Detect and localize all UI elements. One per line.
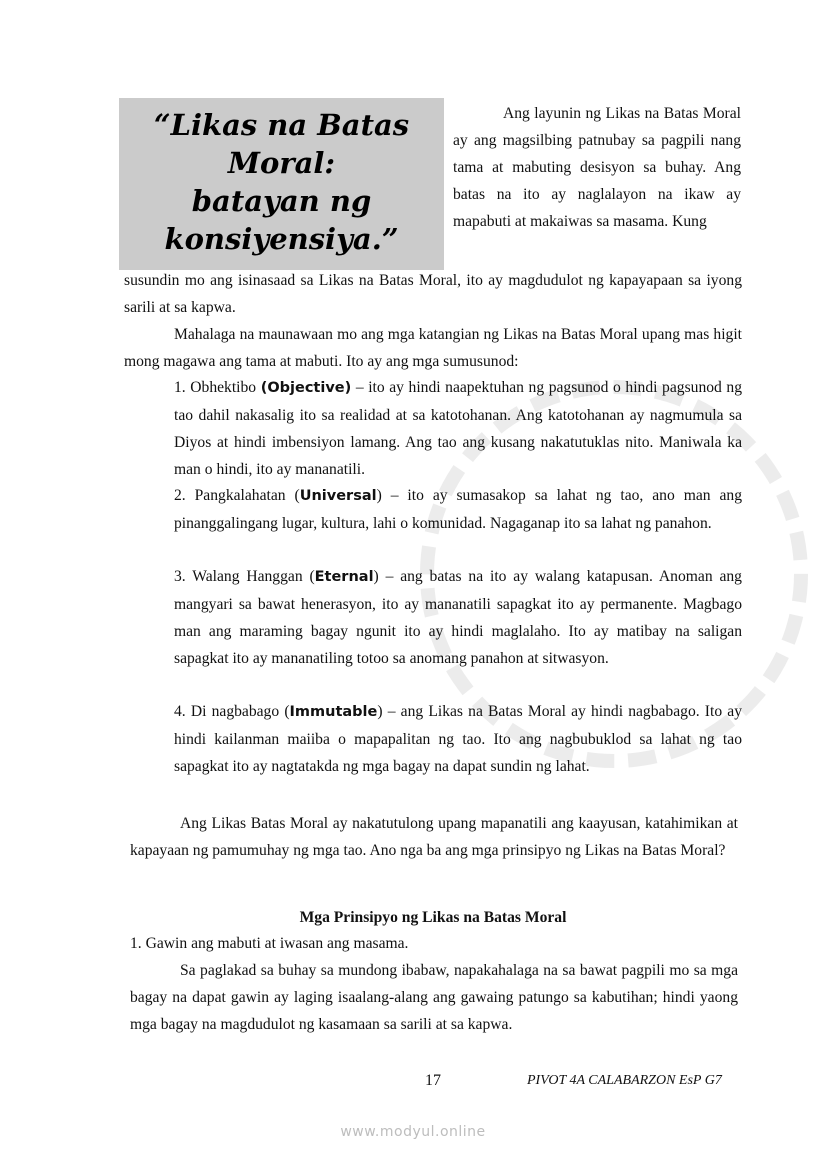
page-number: 17 bbox=[425, 1072, 441, 1089]
callout-line: “Likas na Batas bbox=[153, 108, 410, 142]
list-item-immutable: 4. Di nagbabago (Immutable) – ang Likas na Batas Moral ay hindi nagbabago. Ito ay hindi kailanman maiiba o mapapalitan ng tao. Ito ang nagbubuklod sa lahat ng tao sapagkat ito ay nagtatakda ng mga bagay na dapat sundin ng lahat. bbox=[174, 703, 742, 775]
list-item-objective: 1. Obhektibo (Objective) – ito ay hindi naapektuhan ng pagsunod o hindi pagsunod ng tao dahil nakasalig ito sa realidad at sa katotohanan. Ang katotohanan ay nagmumula sa Diyos at hindi imbensiyon lamang. Ang tao ang kusang nakatutuklas nito. Maniwala ka man o hindi, ito ay mananatili. bbox=[174, 379, 743, 478]
intro-paragraph: Ang layunin ng Likas na Batas Moral ay ang magsilbing patnubay sa pagpili nang tama at mabuting desisyon sa buhay. Ang batas na ito ay naglalayon na ikaw ay mapabuti at makaiwas sa masama. Kung bbox=[453, 105, 741, 230]
callout-box bbox=[119, 98, 444, 270]
footer-title: PIVOT 4A CALABARZON EsP G7 bbox=[527, 1073, 722, 1088]
intro-continuation: susundin mo ang isinasaad sa Likas na Batas Moral, ito ay magdudulot ng kapayapaan sa iyong sarili at sa kapwa. bbox=[124, 272, 742, 316]
list-item-eternal: 3. Walang Hanggan (Eternal) – ang batas na ito ay walang katapusan. Anoman ang mangyari sa bawat henerasyon, ito ay mananatili sapagkat ito ay permanente. Magbago man ang maraming bagay ngunit ito ay hindi maglalaho. Ito ay matibay na saligan sapagkat ito ay mananatiling totoo sa anomang panahon at sitwasyon. bbox=[174, 568, 742, 667]
callout-line: Moral: bbox=[227, 146, 336, 180]
section-heading: Mga Prinsipyo ng Likas na Batas Moral bbox=[299, 909, 567, 926]
callout-line: konsiyensiya.” bbox=[164, 222, 399, 256]
principle-1: 1. Gawin ang mabuti at iwasan ang masama. bbox=[130, 935, 409, 952]
callout-line: batayan ng bbox=[191, 184, 372, 218]
watermark: www.modyul.online bbox=[340, 1124, 486, 1140]
list-item-universal: 2. Pangkalahatan (Universal) – ito ay sumasakop sa lahat ng tao, ano man ang pinanggalingang lugar, kultura, lahi o komunidad. Nagaganap ito sa lahat ng panahon. bbox=[174, 487, 742, 532]
paragraph-principle-1: Sa paglakad sa buhay sa mundong ibabaw, napakahalaga na sa bawat pagpili mo sa mga bagay na dapat gawin ay laging isaalang-alang ang gawaing patungo sa kabutihan; hindi yaong mga bagay na magdudulot ng kasamaan sa sarili at sa kapwa. bbox=[130, 962, 738, 1033]
paragraph-summary: Ang Likas Batas Moral ay nakatutulong upang mapanatili ang kaayusan, katahimikan at kapayaan ng pamumuhay ng mga tao. Ano nga ba ang mga prinsipyo ng Likas na Batas Moral? bbox=[130, 815, 738, 859]
paragraph-characteristics: Mahalaga na maunawaan mo ang mga katangian ng Likas na Batas Moral upang mas higit mong magawa ang tama at mabuti. Ito ay ang mga sumusunod: bbox=[124, 326, 742, 370]
